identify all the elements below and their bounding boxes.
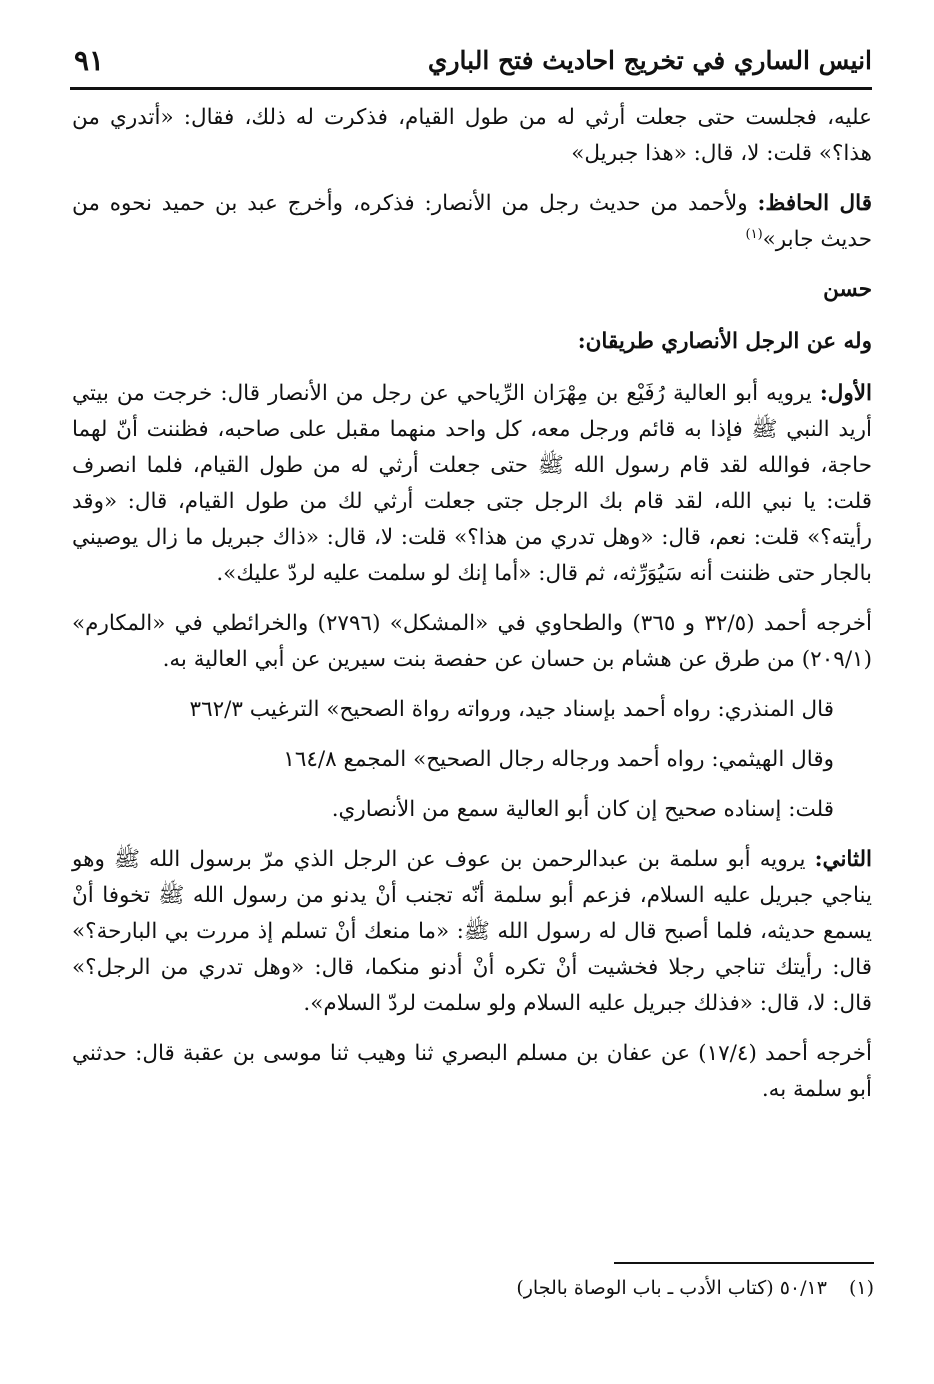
hafiz-text: ولأحمد من حديث رجل من الأنصار: فذكره، وأخرج عبد بن حميد نحوه من حديث جابر» (72, 191, 872, 252)
haythami-text: وقال الهيثمي: رواه أحمد ورجاله رجال الصحيح» المجمع ١٦٤/٨ (283, 747, 834, 772)
paragraph-hadith-continuation (72, 100, 872, 172)
page-header (70, 38, 872, 90)
footnote-ref: (١) (745, 226, 763, 242)
first-route-text: يرويه أبو العالية رُفَيْع بن مِهْرَان الرِّياحي عن رجل من الأنصار قال: خرجت من بيتي أريد النبي ﷺ فإذا به قائم ورجل معه، كل واحد منهما مقبل على صاحبه، فظننت أنّ لهما حاجة، فوالله لقد قام رسول الله ﷺ حتى جعلت أرثي له من طول القيام، فلما انصرف قلت: يا نبي الله، لقد قام بك الرجل جتى جعلت أرثي لك من طول القيام، قال: «وقد رأيته؟» قلت: نعم، قال: «وهل تدري من هذا؟» قلت: لا، قال: «ذاك جبريل ما زال يوصيني بالجار حتى ظننت أنه سَيُوَرِّثه، ثم قال: «أما إنك لو سلمت عليه لردّ عليك». (72, 381, 872, 586)
mundhiri-text: قال المنذري: رواه أحمد بإسناد جيد، ورواته رواة الصحيح» الترغيب ٣٦٢/٣ (189, 697, 834, 722)
paragraph-qultu (72, 792, 872, 828)
routes-heading (72, 324, 872, 360)
second-route-label: الثاني: (814, 847, 872, 872)
first-route-label: الأول: (819, 381, 872, 406)
paragraph-mundhiri (72, 692, 872, 728)
running-title: انيس الساري في تخريج احاديث فتح الباري (427, 46, 872, 75)
paragraph-takhrij-1 (72, 606, 872, 678)
paragraph-first-route (72, 376, 872, 592)
hafiz-label: قال الحافظ: (757, 191, 872, 216)
grade-text: حسن (823, 277, 872, 302)
main-text (72, 100, 872, 1122)
footnote-number: (١) (848, 1277, 874, 1299)
second-route-text: يرويه أبو سلمة بن عبدالرحمن بن عوف عن الرجل الذي مرّ برسول الله ﷺ وهو يناجي جبريل عليه السلام، فزعم أبو سلمة أنّه تجنب أنْ يدنو من رسول الله ﷺ تخوفا أنْ يسمع حديثه، فلما أصبح قال له رسول الله ﷺ: «ما منعك أنْ تسلم إذ مررت بي البارحة؟» قال: رأيتك تناجي رجلا فخشيت أنْ تكره أنْ أدنو منكما، قال: «وهل تدري من الرجل؟» قال: لا، قال: «فذلك جبريل عليه السلام ولو سلمت لردّ السلام». (72, 847, 872, 1016)
paragraph-haythami (72, 742, 872, 778)
header-rule (70, 87, 872, 90)
footnote-text: ٥٠/١٣ (كتاب الأدب ـ باب الوصاة بالجار) (516, 1277, 827, 1299)
paragraph-takhrij-2 (72, 1036, 872, 1108)
qultu-text: قلت: إسناده صحيح إن كان أبو العالية سمع من الأنصاري. (331, 797, 834, 822)
footnote-rule (614, 1262, 874, 1264)
paragraph-hafiz (72, 186, 872, 258)
paragraph-second-route (72, 842, 872, 1022)
takhrij-2-text: أخرجه أحمد (١٧/٤) عن عفان بن مسلم البصري ثنا وهيب ثنا موسى بن عقبة قال: حدثني أبو سلمة به. (72, 1041, 872, 1102)
paragraph-text: عليه، فجلست حتى جعلت أرثي له من طول القيام، فذكرت له ذلك، فقال: «أتدري من هذا؟» قلت: لا، قال: «هذا جبريل» (72, 105, 872, 166)
footnote (72, 1274, 874, 1302)
routes-text: وله عن الرجل الأنصاري طريقان: (577, 329, 872, 354)
grade-heading (72, 272, 872, 308)
page-number: ٩١ (74, 44, 105, 77)
takhrij-1-text: أخرجه أحمد (٣٢/٥ و ٣٦٥) والطحاوي في «المشكل» (٢٧٩٦) والخرائطي في «المكارم» (٢٠٩/١) من طرق عن هشام بن حسان عن حفصة بنت سيرين عن أبي العالية به. (72, 611, 872, 672)
